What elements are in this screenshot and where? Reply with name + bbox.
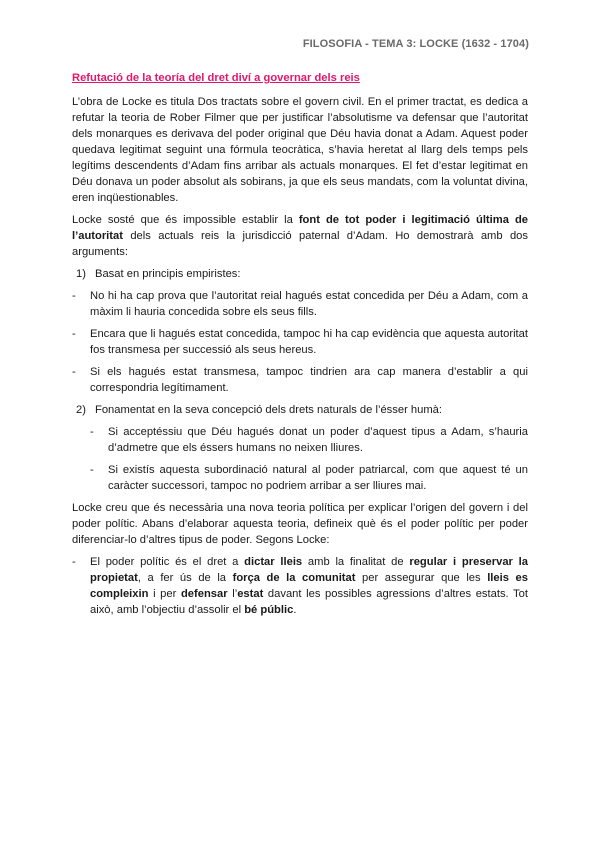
list-text: Si existís aquesta subordinació natural al poder patriarcal, com que aquest té un caràcter successori, tampoc no podriem arribar a ser lliures mai. <box>108 464 528 492</box>
definition-item <box>72 554 528 618</box>
page-header: FILOSOFIA - TEMA 3: LOCKE (1632 - 1704) <box>302 38 529 50</box>
list-marker: - <box>90 464 94 476</box>
list-marker: - <box>72 556 76 568</box>
bold-phrase: font de tot poder i legitimació última de l’autoritat <box>72 214 528 242</box>
text-span: . <box>293 604 297 616</box>
list-text: No hi ha cap prova que l’autoritat reial hagués estat concedida per Déu a Adam, com a màxim li hauria concedida sobre els seus fills. <box>90 290 528 318</box>
list-marker: - <box>72 366 76 378</box>
definition-text <box>90 554 528 618</box>
bold-phrase: lleis es compleixin <box>90 572 528 600</box>
list-item <box>72 424 528 456</box>
paragraph-intro: L’obra de Locke es titula Dos tractats sobre el govern civil. En el primer tractat, es dedica a refutar la teoria de Rober Filmer que per justificar l’absolutisme va defensar que l’autoritat dels monarques es derivava del poder original que Déu havia donat a Adam. Aquest poder quedava legitimat seguint una fórmula teocràtica, s’havia heretat al llarg dels temps pels legítims descendents d’Adam fins arribar als actuals monarques. El fet d’estar legitimat en Déu donava un poder absolut als sobirans, ja que els seus mandats, com la voluntat divina, eren inqüestionables. <box>72 96 528 204</box>
list-marker: 1) <box>76 268 86 280</box>
text-span: l’ <box>227 588 238 600</box>
list-item <box>72 288 528 320</box>
paragraph-new-theory: Locke creu que és necessària una nova teoria política per explicar l’origen del govern i del poder polític. Abans d’elaborar aquesta teoria, defineix què és el poder polític per poder diferenciar-lo d’altres tipus de poder. Segons Locke: <box>72 502 528 546</box>
numbered-item-2 <box>72 402 528 418</box>
list-text: Si els hagués estat transmesa, tampoc tindrien ara cap manera d’establir a qui correspondria legítimament. <box>90 366 528 394</box>
text-span: per assegurar que les <box>355 572 488 584</box>
list-text: Basat en principis empiristes: <box>95 268 241 280</box>
numbered-item-1 <box>72 266 528 282</box>
bold-phrase: dictar lleis <box>244 556 303 568</box>
list-marker: - <box>90 426 94 438</box>
text-span: amb la finalitat de <box>302 556 410 568</box>
text-span: Locke sosté que és impossible establir la <box>72 214 299 226</box>
list-text: Si acceptéssiu que Déu hagués donat un poder d’aquest tipus a Adam, s’hauria d’admetre que els éssers humans no neixen lliures. <box>108 426 528 454</box>
text-span: i per <box>148 588 181 600</box>
text-span: El poder polític és el dret a <box>90 556 245 568</box>
text-span: davant les possibles agressions d’altres estats. Tot això, amb l’objectiu d’assolir el <box>90 588 528 616</box>
bold-phrase: bé públic <box>244 604 294 616</box>
bold-phrase: defensar <box>180 588 228 600</box>
text-span: dels actuals reis la jurisdicció paternal d’Adam. Ho demostrarà amb dos arguments: <box>72 230 528 258</box>
bold-phrase: regular i preservar la propietat <box>90 556 529 584</box>
list-marker: - <box>72 328 76 340</box>
list-item <box>72 364 528 396</box>
text-span: , a fer ús de la <box>137 572 233 584</box>
list-item <box>72 326 528 358</box>
list-text: Encara que li hagués estat concedida, tampoc hi ha cap evidència que aquesta autoritat fos transmesa per successió als seus hereus. <box>90 328 528 356</box>
list-marker: 2) <box>76 404 86 416</box>
bold-phrase: estat <box>237 588 264 600</box>
list-item <box>72 462 528 494</box>
list-marker: - <box>72 290 76 302</box>
paragraph-arguments <box>72 212 528 260</box>
bold-phrase: força de la comunitat <box>232 572 356 584</box>
list-text: Fonamentat en la seva concepció dels drets naturals de l’ésser humà: <box>95 404 443 416</box>
document-body <box>72 70 528 624</box>
section-title: Refutació de la teoría del dret diví a governar dels reis <box>72 72 360 84</box>
